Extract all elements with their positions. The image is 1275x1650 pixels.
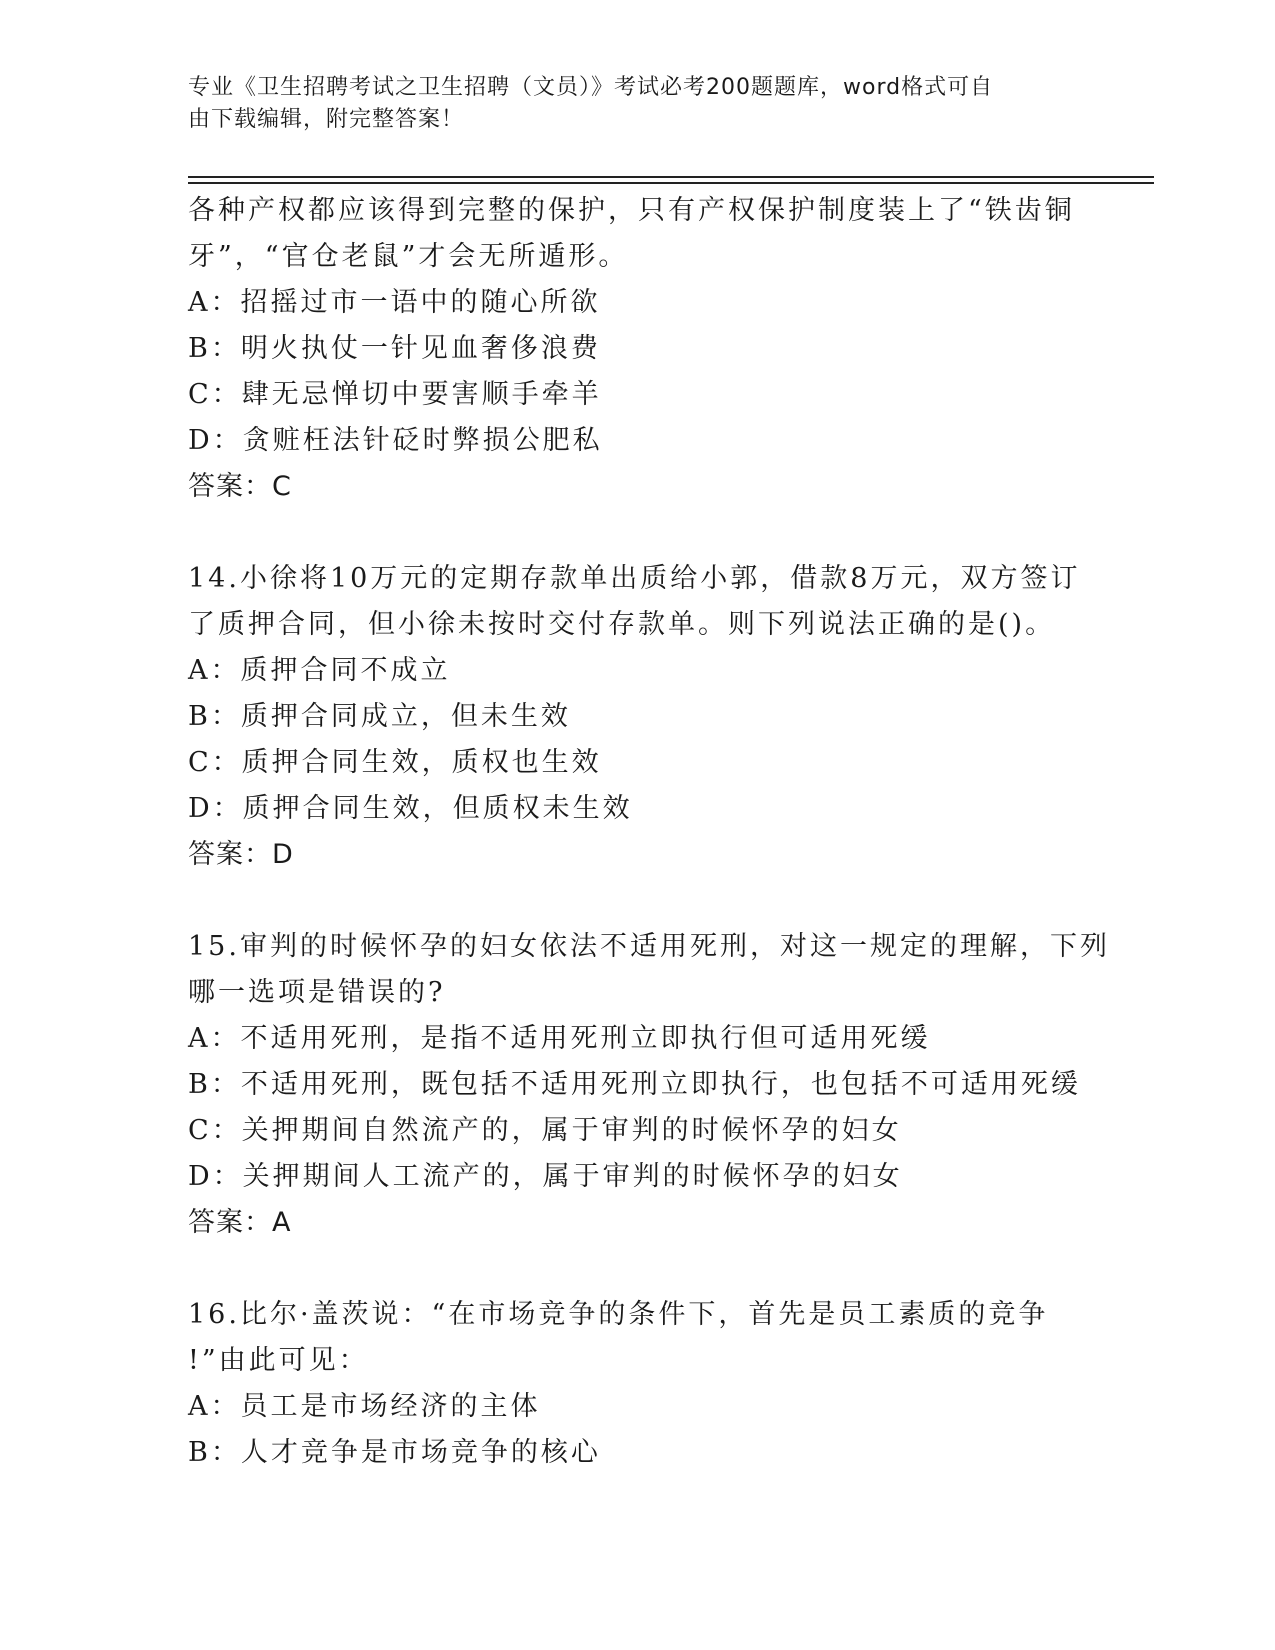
option-a: A：员工是市场经济的主体	[188, 1391, 541, 1422]
document-header	[188, 72, 1068, 136]
question-stem-line: 哪一选项是错误的?	[188, 977, 446, 1008]
option-a: A：招摇过市一语中的随心所欲	[188, 287, 601, 318]
spacer	[188, 878, 1088, 924]
question-stem-line: 牙”，“官仓老鼠”才会无所遁形。	[188, 241, 629, 272]
answer-line: 答案：C	[188, 471, 292, 502]
question-stem-line: 了质押合同，但小徐未按时交付存款单。则下列说法正确的是()。	[188, 609, 1056, 640]
header-line-2: 由下载编辑，附完整答案！	[188, 107, 465, 132]
option-b: B：明火执仗一针见血奢侈浪费	[188, 333, 601, 364]
question-stem-line: !”由此可见：	[188, 1345, 369, 1376]
spacer	[188, 510, 1088, 556]
header-line-1: 专业《卫生招聘考试之卫生招聘（文员）》考试必考200题题库，word格式可自	[188, 75, 994, 100]
question-stem-line: 15.审判的时候怀孕的妇女依法不适用死刑，对这一规定的理解，下列	[188, 931, 1110, 962]
option-c: C：质押合同生效，质权也生效	[188, 747, 602, 778]
question-14	[188, 556, 1088, 878]
question-stem-line: 14.小徐将10万元的定期存款单出质给小郭，借款8万元，双方签订	[188, 563, 1081, 594]
option-d: D：关押期间人工流产的，属于审判的时候怀孕的妇女	[188, 1161, 903, 1192]
question-16	[188, 1292, 1088, 1476]
header-divider-bottom	[188, 182, 1154, 184]
answer-line: 答案：A	[188, 1207, 292, 1238]
question-13	[188, 188, 1088, 510]
question-stem-line: 16.比尔·盖茨说：“在市场竞争的条件下，首先是员工素质的竞争	[188, 1299, 1049, 1330]
option-a: A：质押合同不成立	[188, 655, 451, 686]
spacer	[188, 1246, 1088, 1292]
option-a: A：不适用死刑，是指不适用死刑立即执行但可适用死缓	[188, 1023, 931, 1054]
header-divider-top	[188, 176, 1154, 178]
option-b: B：人才竞争是市场竞争的核心	[188, 1437, 601, 1468]
option-c: C：关押期间自然流产的，属于审判的时候怀孕的妇女	[188, 1115, 902, 1146]
option-d: D：贪赃枉法针砭时弊损公肥私	[188, 425, 603, 456]
option-b: B：质押合同成立，但未生效	[188, 701, 571, 732]
question-stem-line: 各种产权都应该得到完整的保护，只有产权保护制度装上了“铁齿铜	[188, 195, 1075, 226]
question-list	[188, 188, 1110, 1476]
option-c: C：肆无忌惮切中要害顺手牵羊	[188, 379, 602, 410]
option-d: D：质押合同生效，但质权未生效	[188, 793, 633, 824]
question-15	[188, 924, 1110, 1246]
option-b: B：不适用死刑，既包括不适用死刑立即执行，也包括不可适用死缓	[188, 1069, 1081, 1100]
answer-line: 答案：D	[188, 839, 294, 870]
